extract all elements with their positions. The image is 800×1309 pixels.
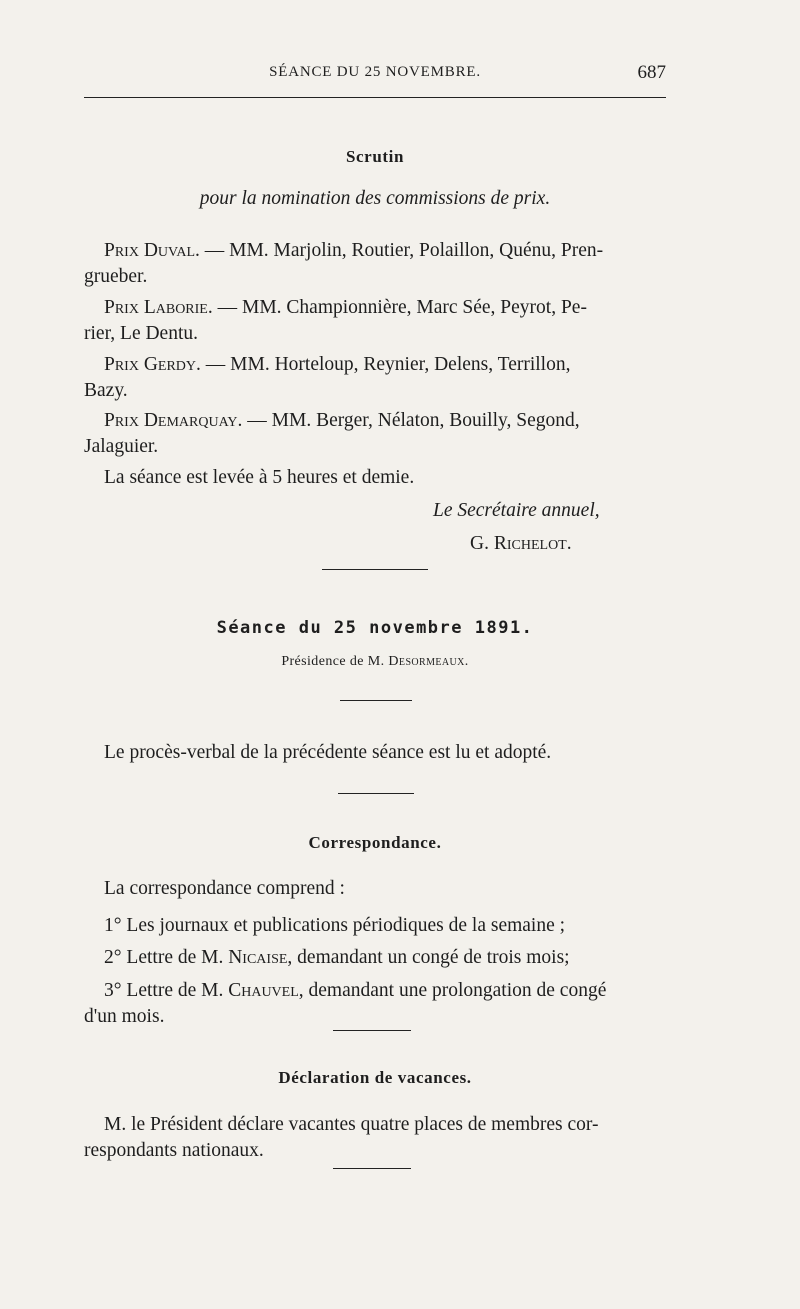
separator-rule bbox=[322, 569, 428, 570]
vacances-line-2: respondants nationaux. bbox=[84, 1140, 264, 1161]
prize-members-cont: rier, Le Dentu. bbox=[84, 323, 199, 344]
prize-name: Prix Gerdy. bbox=[104, 354, 201, 375]
prize-gerdy bbox=[84, 352, 666, 404]
prize-members: — MM. Marjolin, Routier, Polaillon, Quénu, Pren- bbox=[199, 240, 604, 261]
presidency-name: Desormeaux. bbox=[388, 654, 469, 669]
prize-name: Prix Duval. bbox=[104, 240, 200, 261]
separator-rule bbox=[333, 1168, 411, 1169]
secretary-initial: G. bbox=[470, 533, 494, 554]
prize-name: Prix Demarquay. bbox=[104, 410, 243, 431]
closing-line: La séance est levée à 5 heures et demie. bbox=[104, 467, 415, 488]
correspondance-item-2 bbox=[84, 945, 666, 971]
proces-verbal: Le procès-verbal de la précédente séance est lu et adopté. bbox=[104, 742, 552, 763]
separator-rule bbox=[340, 700, 412, 701]
separator-rule bbox=[338, 793, 414, 794]
item2-suffix: , demandant un congé de trois mois; bbox=[287, 947, 570, 968]
prize-laborie bbox=[84, 295, 666, 347]
item3-prefix: 3° Lettre de M. bbox=[104, 980, 229, 1001]
header-rule bbox=[84, 97, 666, 98]
prize-demarquay bbox=[84, 408, 666, 460]
running-header bbox=[84, 62, 666, 86]
item3-name: Chauvel bbox=[228, 980, 299, 1001]
item3-cont: d'un mois. bbox=[84, 1006, 165, 1027]
correspondance-intro: La correspondance comprend : bbox=[104, 878, 345, 899]
separator-rule bbox=[333, 1030, 411, 1031]
prize-members: — MM. Berger, Nélaton, Bouilly, Segond, bbox=[242, 410, 580, 431]
correspondance-item-3 bbox=[84, 978, 666, 1030]
presidency-line bbox=[84, 654, 666, 670]
vacances-line-1: M. le Président déclare vacantes quatre places de membres cor- bbox=[104, 1114, 599, 1135]
item3-suffix: , demandant une prolongation de congé bbox=[298, 980, 607, 1001]
vacances-title: Déclaration de vacances. bbox=[278, 1068, 472, 1087]
vacances-text bbox=[84, 1112, 666, 1164]
prize-members-cont: grueber. bbox=[84, 266, 148, 287]
secretary-signature bbox=[470, 533, 572, 555]
prize-members: — MM. Championnière, Marc Sée, Peyrot, Pe- bbox=[212, 297, 587, 318]
scrutin-title: Scrutin bbox=[345, 147, 405, 166]
correspondance-item-1: 1° Les journaux et publications périodiques de la semaine ; bbox=[104, 915, 566, 936]
scrutin-subtitle: pour la nomination des commissions de prix. bbox=[199, 188, 551, 209]
page-number: 687 bbox=[637, 62, 666, 83]
seance-title: Séance du 25 novembre 1891. bbox=[216, 618, 534, 638]
correspondance-title: Correspondance. bbox=[308, 833, 442, 852]
secretary-title: Le Secrétaire annuel, bbox=[433, 500, 600, 521]
prize-members-cont: Bazy. bbox=[84, 380, 128, 401]
presidency-prefix: Présidence de M. bbox=[281, 654, 389, 669]
item2-prefix: 2° Lettre de M. bbox=[104, 947, 229, 968]
prize-members: — MM. Horteloup, Reynier, Delens, Terrillon, bbox=[200, 354, 571, 375]
secretary-name: Richelot. bbox=[493, 533, 572, 554]
item2-name: Nicaise bbox=[228, 947, 288, 968]
prize-duval bbox=[84, 238, 666, 290]
prize-members-cont: Jalaguier. bbox=[84, 436, 159, 457]
header-title: SÉANCE DU 25 NOVEMBRE. bbox=[269, 64, 481, 80]
prize-name: Prix Laborie. bbox=[104, 297, 213, 318]
